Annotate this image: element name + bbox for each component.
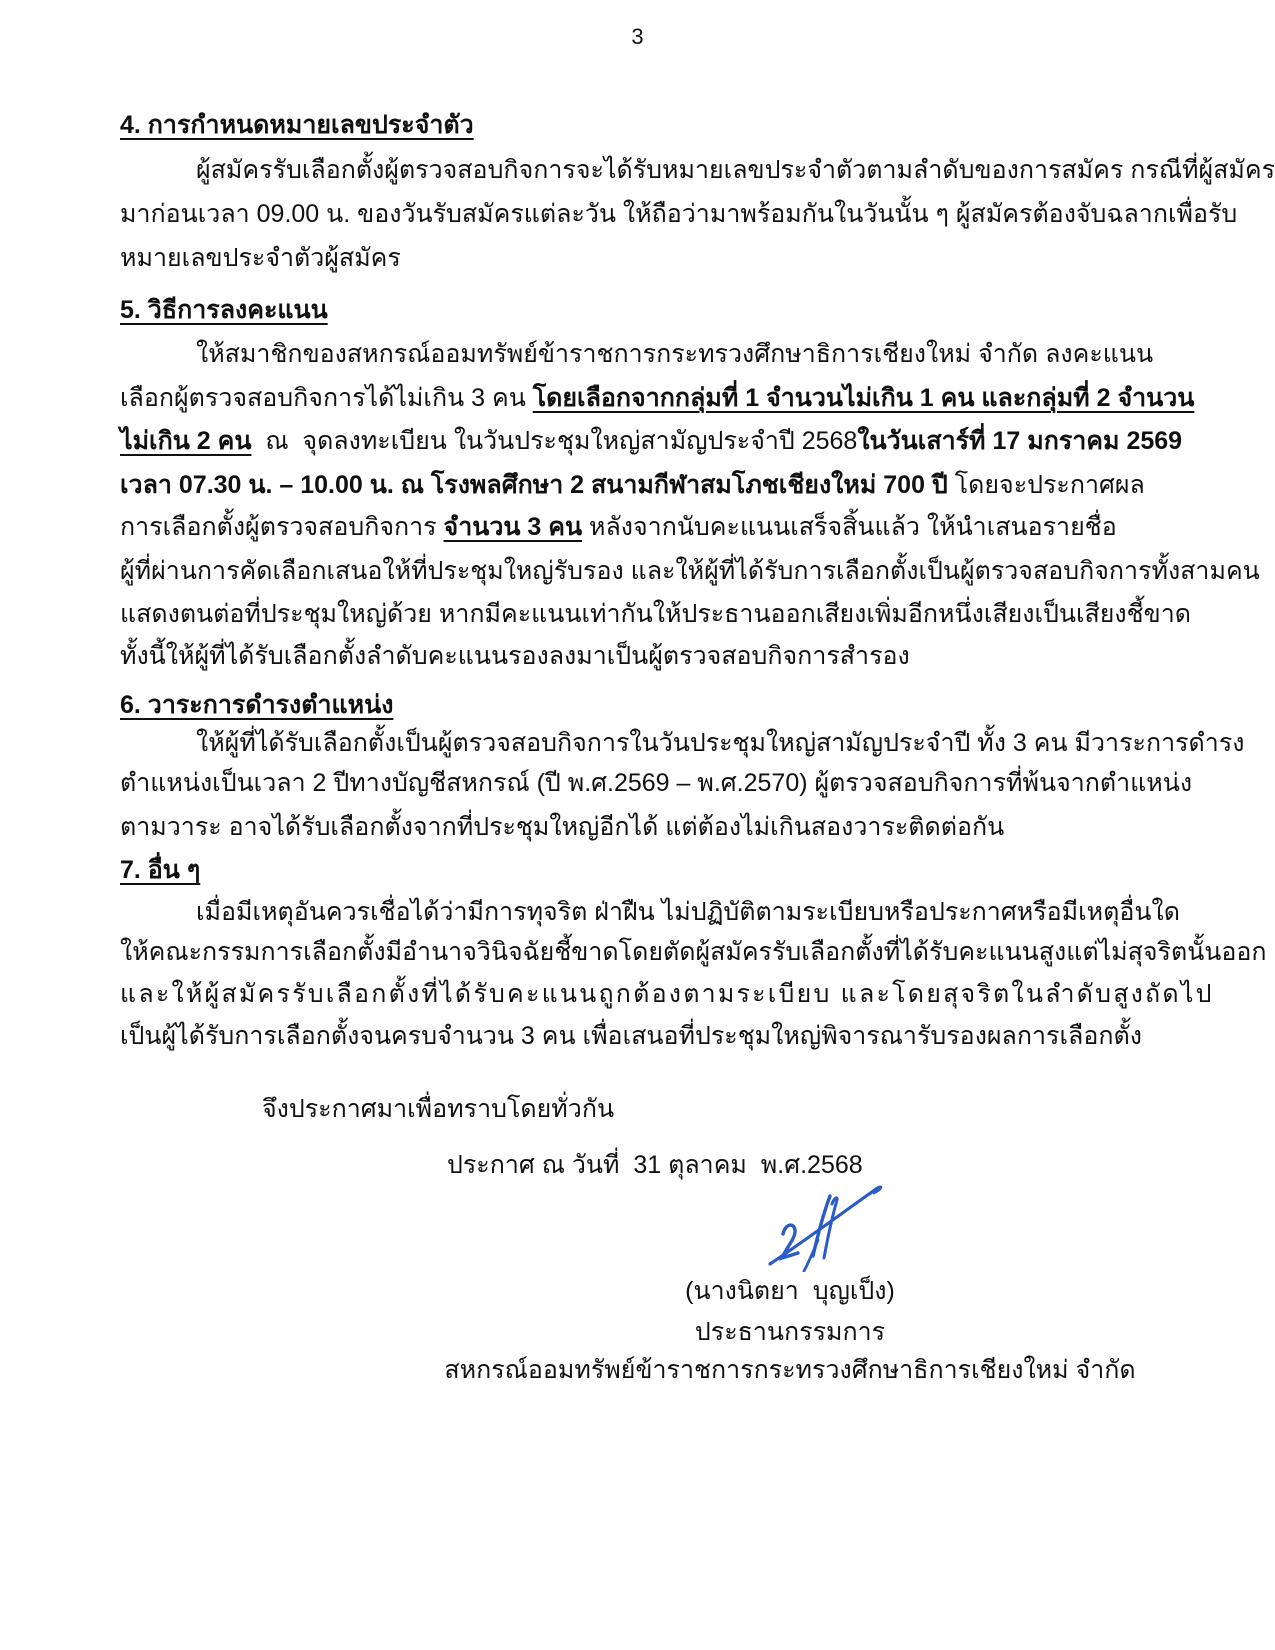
section-4-line-2: มาก่อนเวลา 09.00 น. ของวันรับสมัครแต่ละวัน ให้ถือว่ามาพร้อมกันในวันนั้น ๆ ผู้สมัครต้องจับฉลากเพื่อรับ bbox=[120, 200, 1238, 228]
handwritten-signature bbox=[758, 1172, 898, 1272]
text-run: เลือกผู้ตรวจสอบกิจการได้ไม่เกิน 3 คน bbox=[120, 384, 533, 412]
section-5-line-8: ทั้งนี้ให้ผู้ที่ได้รับเลือกตั้งลำดับคะแนนรองลงมาเป็นผู้ตรวจสอบกิจการสำรอง bbox=[120, 642, 910, 670]
section-5-line-4 bbox=[120, 470, 1145, 500]
signature-stroke-loop bbox=[782, 1225, 798, 1258]
section-4-line-1: ผู้สมัครรับเลือกตั้งผู้ตรวจสอบกิจการจะได้รับหมายเลขประจำตัวตามลำดับของการสมัคร กรณีที่ผู้สมัคร bbox=[196, 156, 1275, 184]
signer-organization: สหกรณ์ออมทรัพย์ข้าราชการกระทรวงศึกษาธิการเชียงใหม่ จำกัด bbox=[444, 1356, 1136, 1384]
section-7-line-3: และให้ผู้สมัครรับเลือกตั้งที่ได้รับคะแนนถูกต้องตามระเบียบ และโดยสุจริตในลำดับสูงถัดไป bbox=[120, 980, 1214, 1008]
section-6-line-2: ตำแหน่งเป็นเวลา 2 ปีทางบัญชีสหกรณ์ (ปี พ.ศ.2569 – พ.ศ.2570) ผู้ตรวจสอบกิจการที่พ้นจากตำแหน่ง bbox=[120, 769, 1193, 797]
text-run-bold: ในวันเสาร์ที่ 17 มกราคม 2569 bbox=[857, 427, 1183, 455]
page-number: 3 bbox=[631, 24, 644, 49]
section-5-line-6: ผู้ที่ผ่านการคัดเลือกเสนอให้ที่ประชุมใหญ่รับรอง และให้ผู้ที่ได้รับการเลือกตั้งเป็นผู้ตรวจสอบกิจการทั้งสามคน bbox=[120, 557, 1260, 585]
text-run: หลังจากนับคะแนนเสร็จสิ้นแล้ว ให้นำเสนอรายชื่อ bbox=[582, 513, 1117, 541]
text-run-bold: เวลา 07.30 น. – 10.00 น. ณ โรงพลศึกษา 2 สนามกีฬาสมโภชเชียงใหม่ 700 ปี bbox=[120, 471, 955, 499]
section-5-line-2 bbox=[120, 383, 1194, 413]
text-run-bold-underline: จำนวน 3 คน bbox=[443, 513, 583, 541]
section-7-line-4: เป็นผู้ได้รับการเลือกตั้งจนครบจำนวน 3 คน เพื่อเสนอที่ประชุมใหญ่พิจารณารับรองผลการเลือกตั้ง bbox=[120, 1022, 1142, 1050]
section-5-line-7: แสดงตนต่อที่ประชุมใหญ่ด้วย หากมีคะแนนเท่ากันให้ประธานออกเสียงเพิ่มอีกหนึ่งเสียงเป็นเสียงชี้ขาด bbox=[120, 600, 1191, 628]
text-run-bold-underline: โดยเลือกจากกลุ่มที่ 1 จำนวนไม่เกิน 1 คน และกลุ่มที่ 2 จำนวน bbox=[532, 384, 1195, 412]
section-4-line-3: หมายเลขประจำตัวผู้สมัคร bbox=[120, 244, 401, 272]
section-4-heading: 4. การกำหนดหมายเลขประจำตัว bbox=[120, 111, 474, 139]
text-run-bold-underline: ไม่เกิน 2 คน bbox=[120, 427, 252, 455]
section-5-line-5 bbox=[120, 512, 1117, 542]
signer-title: ประธานกรรมการ bbox=[694, 1318, 886, 1346]
section-7-line-2: ให้คณะกรรมการเลือกตั้งมีอำนาจวินิจฉัยชี้ขาดโดยตัดผู้สมัครรับเลือกตั้งที่ได้รับคะแนนสูงแต่ไม่สุจริตนั้นออก bbox=[120, 938, 1267, 966]
section-6-line-3: ตามวาระ อาจได้รับเลือกตั้งจากที่ประชุมใหญ่อีกได้ แต่ต้องไม่เกินสองวาระติดต่อกัน bbox=[120, 813, 1005, 841]
section-7-line-1: เมื่อมีเหตุอันควรเชื่อได้ว่ามีการทุจริต ฝ่าฝืน ไม่ปฏิบัติตามระเบียบหรือประกาศหรือมีเหตุอื่นใด bbox=[196, 898, 1180, 926]
signature-stroke-tail bbox=[804, 1240, 818, 1271]
text-run: ณ จุดลงทะเบียน ในวันประชุมใหญ่สามัญประจำปี 2568 bbox=[251, 427, 858, 455]
section-6-heading: 6. วาระการดำรงตำแหน่ง bbox=[120, 691, 394, 719]
announcement-date-line: ประกาศ ณ วันที่ 31 ตุลาคม พ.ศ.2568 bbox=[447, 1151, 863, 1179]
text-run: การเลือกตั้งผู้ตรวจสอบกิจการ bbox=[120, 513, 444, 541]
section-6-line-1: ให้ผู้ที่ได้รับเลือกตั้งเป็นผู้ตรวจสอบกิจการในวันประชุมใหญ่สามัญประจำปี ทั้ง 3 คน มีวาระการดำรง bbox=[196, 729, 1245, 757]
closing-statement: จึงประกาศมาเพื่อทราบโดยทั่วกัน bbox=[262, 1095, 615, 1123]
section-7-heading: 7. อื่น ๆ bbox=[120, 856, 201, 884]
section-5-heading: 5. วิธีการลงคะแนน bbox=[120, 296, 328, 324]
text-run: โดยจะประกาศผล bbox=[954, 471, 1145, 499]
section-5-line-3 bbox=[120, 426, 1182, 456]
signer-name: (นางนิตยา บุญเป็ง) bbox=[685, 1277, 895, 1305]
section-5-line-1: ให้สมาชิกของสหกรณ์ออมทรัพย์ข้าราชการกระทรวงศึกษาธิการเชียงใหม่ จำกัด ลงคะแนน bbox=[196, 340, 1154, 368]
